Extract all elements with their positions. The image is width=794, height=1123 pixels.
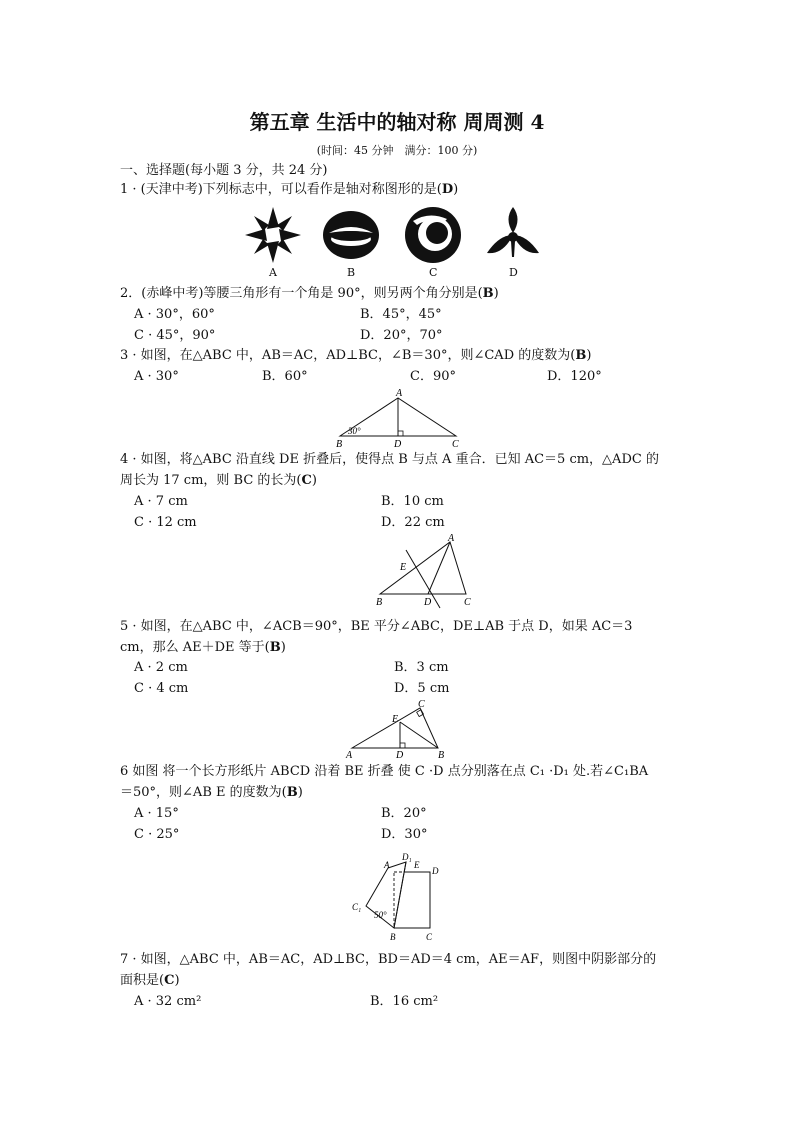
q5-label-d: D bbox=[396, 750, 404, 760]
q6-label-b: B bbox=[390, 932, 396, 942]
q6-label-c1: C₁ bbox=[352, 902, 362, 912]
question-6-option-d: D．30° bbox=[381, 827, 428, 842]
question-2-text: 2．(赤峰中考)等腰三角形有一个角是 90°，则另两个角分别是( bbox=[120, 286, 483, 301]
question-2-option-a: A · 30°，60° bbox=[134, 307, 215, 322]
page-subtitle: (时间：45 分钟 满分：100 分) bbox=[316, 144, 478, 157]
question-2-option-b: B．45°，45° bbox=[360, 307, 442, 322]
question-7-text: 面积是( bbox=[120, 973, 165, 988]
question-3-option-a: A · 30° bbox=[134, 369, 179, 384]
q3-label-a: A bbox=[396, 388, 403, 399]
q3-label-b: B bbox=[336, 439, 343, 450]
logo-a-icon bbox=[245, 207, 301, 263]
section-heading: 一、选择题(每小题 3 分，共 24 分) bbox=[120, 163, 328, 178]
logo-b-icon bbox=[323, 211, 379, 259]
question-6-option-c: C · 25° bbox=[134, 827, 180, 842]
question-2-option-c: C · 45°，90° bbox=[134, 328, 216, 343]
q5-label-a: A bbox=[346, 750, 353, 760]
question-2-option-d: D．20°，70° bbox=[360, 328, 443, 343]
question-3-close: ) bbox=[586, 348, 592, 363]
q6-label-c: C bbox=[426, 932, 433, 942]
page-title: 第五章 生活中的轴对称 周周测 4 bbox=[249, 110, 545, 134]
question-1-answer: D bbox=[441, 182, 454, 197]
q4-label-c: C bbox=[464, 597, 471, 608]
question-6-close: ) bbox=[297, 785, 303, 800]
q4-label-d: D bbox=[424, 597, 432, 608]
question-3-answer: B bbox=[575, 348, 587, 363]
question-4-option-b: B．10 cm bbox=[381, 494, 444, 509]
question-4 bbox=[120, 473, 317, 489]
q3-angle-label: 30° bbox=[348, 426, 361, 436]
question-6-answer: B bbox=[286, 785, 298, 800]
question-4-close: ) bbox=[311, 473, 317, 488]
question-7 bbox=[120, 973, 180, 989]
question-5-line-1: 5 · 如图，在△ABC 中，∠ACB＝90°，BE 平分∠ABC，DE⊥AB 于点 D，如果 AC＝3 bbox=[120, 619, 633, 634]
question-3-option-b: B．60° bbox=[262, 369, 308, 384]
question-3-figure bbox=[330, 386, 470, 450]
q3-label-c: C bbox=[452, 439, 459, 450]
question-6 bbox=[120, 785, 303, 801]
q4-label-b: B bbox=[376, 597, 383, 608]
q4-label-a: A bbox=[448, 534, 455, 544]
q6-label-d1: D₁ bbox=[402, 852, 412, 862]
question-2-close: ) bbox=[493, 286, 499, 301]
question-1-text: 1 · (天津中考)下列标志中，可以看作是轴对称图形的是( bbox=[120, 182, 442, 197]
question-1 bbox=[120, 182, 458, 198]
question-3-option-d: D．120° bbox=[547, 369, 602, 384]
question-3-option-c: C．90° bbox=[410, 369, 456, 384]
q6-label-d: D bbox=[432, 866, 439, 876]
question-3 bbox=[120, 348, 591, 364]
question-2 bbox=[120, 286, 499, 302]
logo-d-label: D bbox=[509, 266, 518, 279]
question-7-option-a: A · 32 cm² bbox=[134, 994, 202, 1009]
question-4-line-1: 4 · 如图，将△ABC 沿直线 DE 折叠后，使得点 B 与点 A 重合．已知 AC＝5 cm，△ADC 的 bbox=[120, 452, 659, 467]
question-7-answer: C bbox=[164, 973, 175, 988]
q5-label-b: B bbox=[438, 750, 445, 760]
q4-label-e: E bbox=[400, 562, 407, 573]
question-1-close: ) bbox=[453, 182, 459, 197]
question-5-option-d: D．5 cm bbox=[394, 681, 450, 696]
question-4-text: 周长为 17 cm，则 BC 的长为( bbox=[120, 473, 302, 488]
question-5-close: ) bbox=[280, 640, 286, 655]
question-1-logos bbox=[240, 204, 560, 266]
question-4-option-c: C · 12 cm bbox=[134, 515, 197, 530]
q6-label-a: A bbox=[384, 860, 390, 870]
logo-d-icon bbox=[487, 207, 539, 257]
question-3-text: 3 · 如图，在△ABC 中，AB＝AC，AD⊥BC，∠B＝30°，则∠CAD 的度数为( bbox=[120, 348, 576, 363]
question-7-close: ) bbox=[174, 973, 180, 988]
q3-label-d: D bbox=[394, 439, 402, 450]
question-6-option-b: B．20° bbox=[381, 806, 427, 821]
question-6-figure bbox=[346, 848, 450, 944]
question-5-answer: B bbox=[269, 640, 281, 655]
question-5-figure bbox=[342, 700, 456, 760]
question-6-option-a: A · 15° bbox=[134, 806, 179, 821]
question-5-option-b: B．3 cm bbox=[394, 660, 449, 675]
question-5-text: cm，那么 AE＋DE 等于( bbox=[120, 640, 270, 655]
question-2-answer: B bbox=[482, 286, 494, 301]
question-4-option-a: A · 7 cm bbox=[134, 494, 188, 509]
logo-b-label: B bbox=[347, 266, 356, 279]
question-4-answer: C bbox=[301, 473, 312, 488]
question-6-text: ＝50°，则∠AB E 的度数为( bbox=[120, 785, 287, 800]
question-4-figure bbox=[370, 534, 480, 610]
q6-angle-label: 50° bbox=[374, 910, 387, 920]
logo-c-label: C bbox=[429, 266, 438, 279]
question-5-option-a: A · 2 cm bbox=[134, 660, 188, 675]
question-7-line-1: 7 · 如图，△ABC 中，AB＝AC，AD⊥BC，BD＝AD＝4 cm，AE＝AF，则图中阴影部分的 bbox=[120, 952, 657, 967]
q6-label-e: E bbox=[414, 860, 420, 870]
question-5 bbox=[120, 640, 286, 656]
q5-label-e: E bbox=[392, 714, 399, 725]
question-6-line-1: 6 如图 将一个长方形纸片 ABCD 沿着 BE 折叠 使 C ·D 点分别落在点 C₁ ·D₁ 处.若∠C₁BA bbox=[120, 764, 649, 779]
logo-a-label: A bbox=[269, 266, 277, 279]
q5-label-c: C bbox=[418, 700, 425, 710]
question-7-option-b: B．16 cm² bbox=[370, 994, 439, 1009]
question-4-option-d: D．22 cm bbox=[381, 515, 445, 530]
logo-c-icon bbox=[405, 207, 461, 263]
question-5-option-c: C · 4 cm bbox=[134, 681, 189, 696]
